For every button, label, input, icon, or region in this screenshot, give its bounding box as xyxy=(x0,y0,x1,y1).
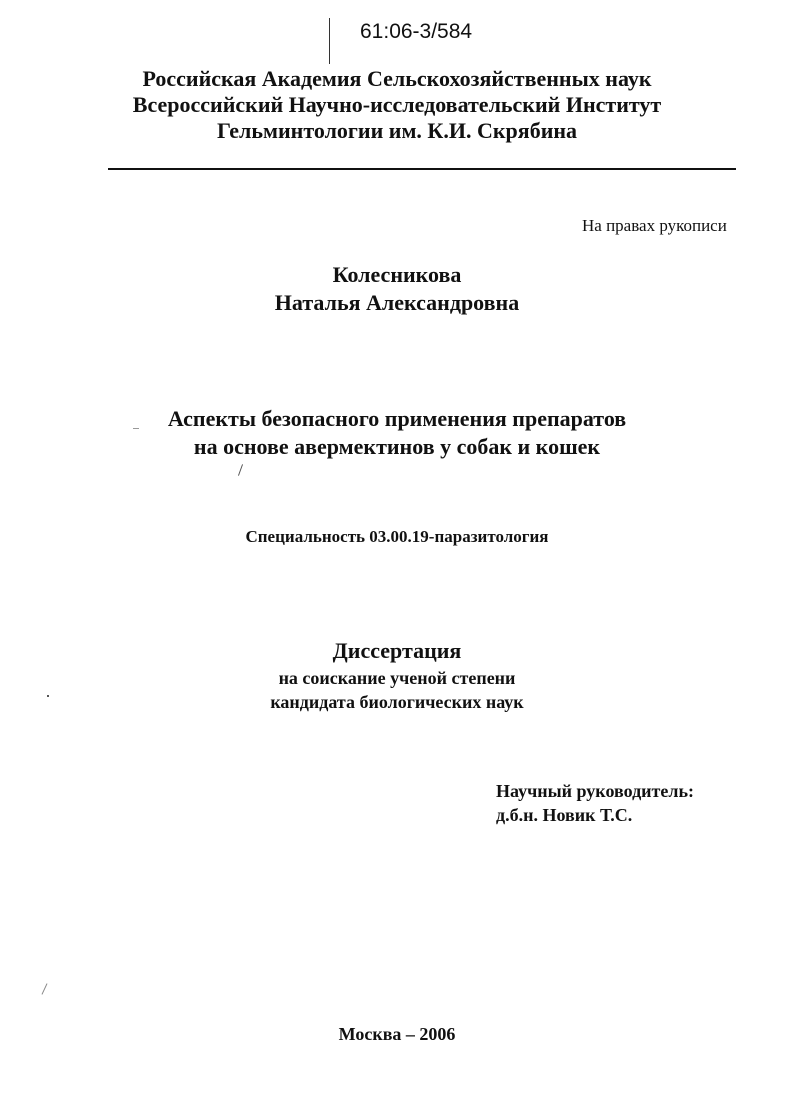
stamp-mark-line xyxy=(329,18,330,64)
dissertation-heading: Диссертация xyxy=(332,638,462,663)
organization-line-2: Всероссийский Научно-исследовательский Институт xyxy=(132,92,662,117)
degree-line-1: на соискание ученой степени xyxy=(278,668,516,688)
scan-artifact-dot xyxy=(47,695,49,697)
degree-line-2: кандидата биологических наук xyxy=(270,692,524,712)
author-surname: Колесникова xyxy=(332,262,462,287)
header-divider xyxy=(108,168,736,170)
specialty: Специальность 03.00.19-паразитология xyxy=(245,527,549,546)
manuscript-note: На правах рукописи xyxy=(582,216,727,235)
dissertation-title-line-1: Аспекты безопасного применения препаратов xyxy=(167,406,627,431)
organization-line-1: Российская Академия Сельскохозяйственных наук xyxy=(142,66,652,91)
scan-artifact-mark xyxy=(238,464,243,476)
author-given-names: Наталья Александровна xyxy=(274,290,520,315)
scan-artifact-dots xyxy=(133,428,139,429)
organization-line-3: Гельминтологии им. К.И. Скрябина xyxy=(216,118,578,143)
scan-artifact-mark xyxy=(42,983,48,994)
dissertation-title-line-2: на основе авермектинов у собак и кошек xyxy=(193,434,601,459)
supervisor-label: Научный руководитель: xyxy=(496,781,694,801)
catalog-number: 61:06-3/584 xyxy=(360,20,473,43)
supervisor-name: д.б.н. Новик Т.С. xyxy=(496,805,633,825)
city-year: Москва – 2006 xyxy=(338,1024,456,1044)
